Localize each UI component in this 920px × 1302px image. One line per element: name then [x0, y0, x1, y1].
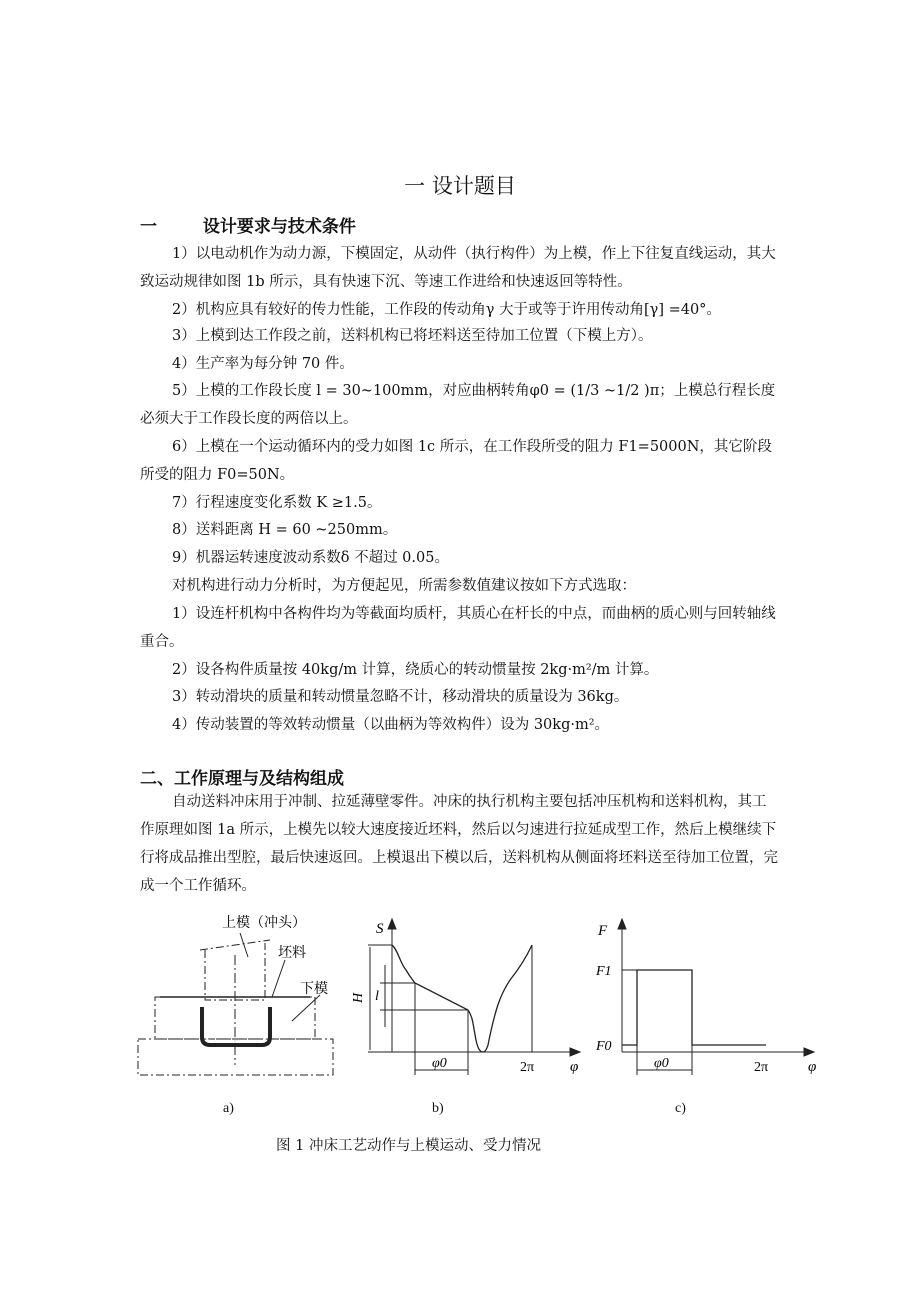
figure-c: [590, 915, 830, 1085]
s1-item-1: 1）以电动机作为动力源，下模固定，从动件（执行构件）为上模，作上下往复直线运动，其大致运动规律如图 1b 所示，具有快速下沉、等速工作进给和快速返回等特性。: [140, 246, 776, 290]
section1-heading-text: 设计要求与技术条件: [202, 217, 356, 237]
axis-phi-arrow: [804, 1048, 814, 1056]
figure-b: [340, 915, 585, 1085]
label-l: l: [375, 989, 379, 1004]
section2-paragraph: 自动送料冲床用于冲制、拉延薄壁零件。冲床的执行机构主要包括冲压机构和送料机构，其工作原理如图 1a 所示，上模先以较大速度接近坯料，然后以匀速进行拉延成型工作，然后上模继续下行将成品推出型腔，最后快速返回。上模退出下模以后，送料机构从侧面将坯料送至待加工位置，完成一个工作循环。: [140, 794, 778, 894]
force-curve: [622, 970, 766, 1045]
s1-item-9: 9）机器运转速度波动系数δ 不超过 0.05。: [172, 550, 449, 566]
section2-heading: 二、工作原理与及结构组成: [140, 769, 344, 789]
leader-upper: [240, 933, 248, 957]
label-s: S: [376, 921, 384, 937]
axis-s-arrow: [388, 919, 396, 929]
label-F0: F0: [596, 1039, 612, 1054]
label-phi: φ: [808, 1059, 817, 1075]
s1-item-2: 2）机构应具有较好的传力性能，工作段的传动角γ 大于或等于许用传动角[γ] =40°。: [172, 302, 721, 318]
figure-caption: 图 1 冲床工艺动作与上模运动、受力情况: [276, 1138, 541, 1154]
s1-note: 对机构进行动力分析时，为方便起见，所需参数值建议按如下方式选取：: [172, 578, 636, 594]
s1-dyn-1: 1）设连杆机构中各构件均为等截面均质杆，其质心在杆长的中点，而曲柄的质心则与回转轴线重合。: [140, 606, 776, 650]
s1-item-5: 5）上模的工作段长度 l = 30~100mm，对应曲柄转角φ0 = (1/3 ~1/2 )π；上模总行程长度必须大于工作段长度的两倍以上。: [140, 383, 776, 427]
figure-a-label: a): [223, 1101, 234, 1116]
figure-b-label: b): [432, 1101, 444, 1116]
leader-blank: [272, 960, 285, 997]
label-phi0: φ0: [654, 1056, 669, 1071]
s1-dyn-2: 2）设各构件质量按 40kg/m 计算，绕质心的转动惯量按 2kg·m²/m 计算。: [172, 662, 659, 678]
s1-item-6: 6）上模在一个运动循环内的受力如图 1c 所示，在工作段所受的阻力 F1=5000N，其它阶段所受的阻力 F0=50N。: [140, 439, 772, 483]
page-title: 一 设计题目: [404, 174, 516, 198]
leader-lower: [292, 995, 320, 1021]
s1-item-7: 7）行程速度变化系数 K ≥1.5。: [172, 495, 382, 511]
section1-heading: [140, 212, 356, 237]
label-upper-die: 上模（冲头）: [222, 916, 306, 931]
label-F: F: [598, 923, 608, 939]
s1-item-4: 4）生产率为每分钟 70 件。: [172, 356, 354, 372]
s1-item-3: 3）上模到达工作段之前，送料机构已将坯料送至待加工位置（下模上方）。: [172, 328, 653, 344]
axis-phi-arrow: [570, 1048, 580, 1056]
figure-a: [130, 905, 345, 1085]
label-blank: 坯料: [278, 946, 306, 961]
figure-c-label: c): [675, 1101, 686, 1116]
label-F1: F1: [596, 964, 612, 979]
section1-heading-num: 一: [140, 217, 157, 237]
label-lower-die: 下模: [300, 982, 328, 997]
label-two-pi: 2π: [520, 1060, 535, 1075]
label-phi0: φ0: [432, 1056, 447, 1071]
label-two-pi: 2π: [754, 1060, 769, 1075]
label-H: H: [351, 992, 366, 1003]
s1-dyn-4: 4）传动装置的等效转动惯量（以曲柄为等效构件）设为 30kg·m²。: [172, 717, 610, 733]
s1-item-8: 8）送料距离 H = 60 ~250mm。: [172, 522, 398, 538]
upper-die-top-break: [200, 940, 270, 950]
axis-f-arrow: [618, 919, 626, 929]
label-phi: φ: [570, 1059, 579, 1075]
motion-curve: [392, 945, 532, 1052]
drawn-cup-inner: [206, 1007, 266, 1041]
s1-dyn-3: 3）转动滑块的质量和转动惯量忽略不计，移动滑块的质量设为 36kg。: [172, 689, 629, 705]
